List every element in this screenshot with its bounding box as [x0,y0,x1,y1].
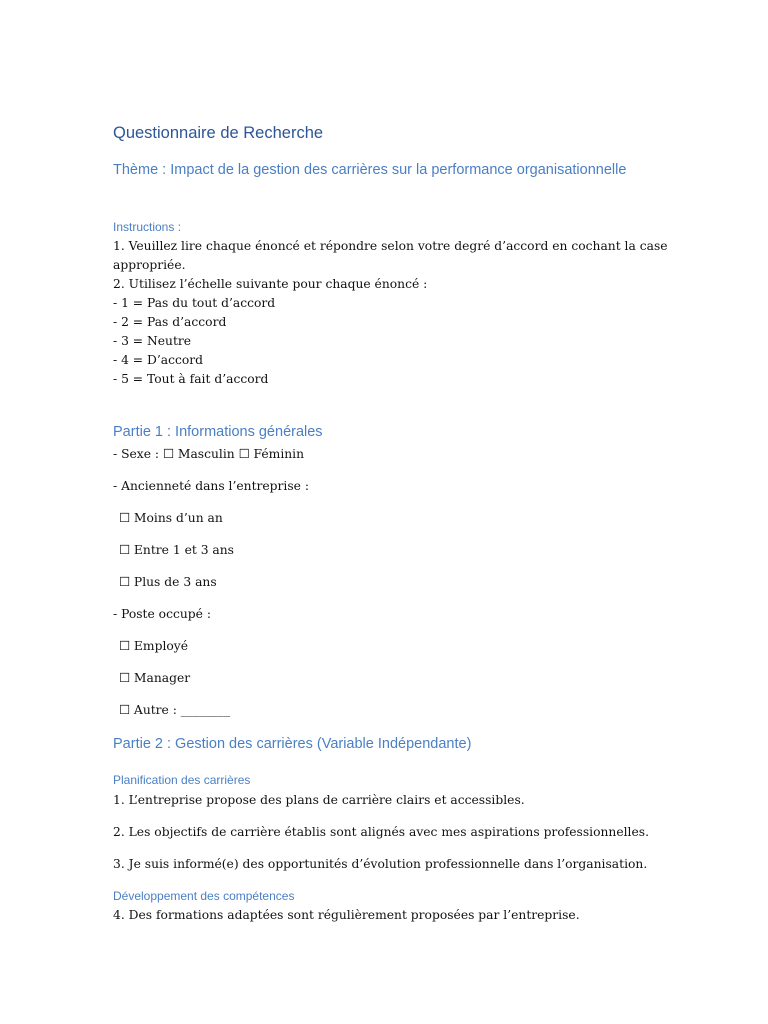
subsection-heading: Planification des carrières [113,773,251,787]
sexe-question[interactable]: - Sexe : ☐ Masculin ☐ Féminin [113,447,305,461]
anciennete-label: - Ancienneté dans l’entreprise : [113,479,310,493]
subsection-heading: Développement des compétences [113,889,295,903]
anciennete-option[interactable]: ☐ Moins d’un an [119,511,223,525]
question-item: 1. L’entreprise propose des plans de carrière clairs et accessibles. [113,793,525,807]
scale-item: - 2 = Pas d’accord [113,315,227,329]
part1-heading: Partie 1 : Informations générales [113,424,323,440]
document-title: Questionnaire de Recherche [113,124,324,142]
poste-option[interactable]: ☐ Autre : ________ [119,703,230,717]
poste-label: - Poste occupé : [113,607,211,621]
anciennete-option[interactable]: ☐ Plus de 3 ans [119,575,217,589]
instruction-line: appropriée. [113,258,186,272]
part2-heading: Partie 2 : Gestion des carrières (Variable Indépendante) [113,736,472,752]
poste-option[interactable]: ☐ Manager [119,671,191,685]
anciennete-option[interactable]: ☐ Entre 1 et 3 ans [119,543,234,557]
scale-item: - 3 = Neutre [113,334,192,348]
question-item: 3. Je suis informé(e) des opportunités d’évolution professionnelle dans l’organisation. [113,857,648,871]
scale-item: - 1 = Pas du tout d’accord [113,296,276,310]
scale-item: - 5 = Tout à fait d’accord [113,372,269,386]
poste-option[interactable]: ☐ Employé [119,639,189,653]
scale-item: - 4 = D’accord [113,353,204,367]
theme-heading: Thème : Impact de la gestion des carrières sur la performance organisationnelle [113,162,627,178]
instruction-line: 2. Utilisez l’échelle suivante pour chaque énoncé : [113,277,428,291]
question-item: 4. Des formations adaptées sont régulièrement proposées par l’entreprise. [113,908,580,922]
instructions-heading: Instructions : [113,220,182,234]
question-item: 2. Les objectifs de carrière établis sont alignés avec mes aspirations professionnelles. [113,825,649,839]
instruction-line: 1. Veuillez lire chaque énoncé et répondre selon votre degré d’accord en cochant la case [113,239,668,253]
